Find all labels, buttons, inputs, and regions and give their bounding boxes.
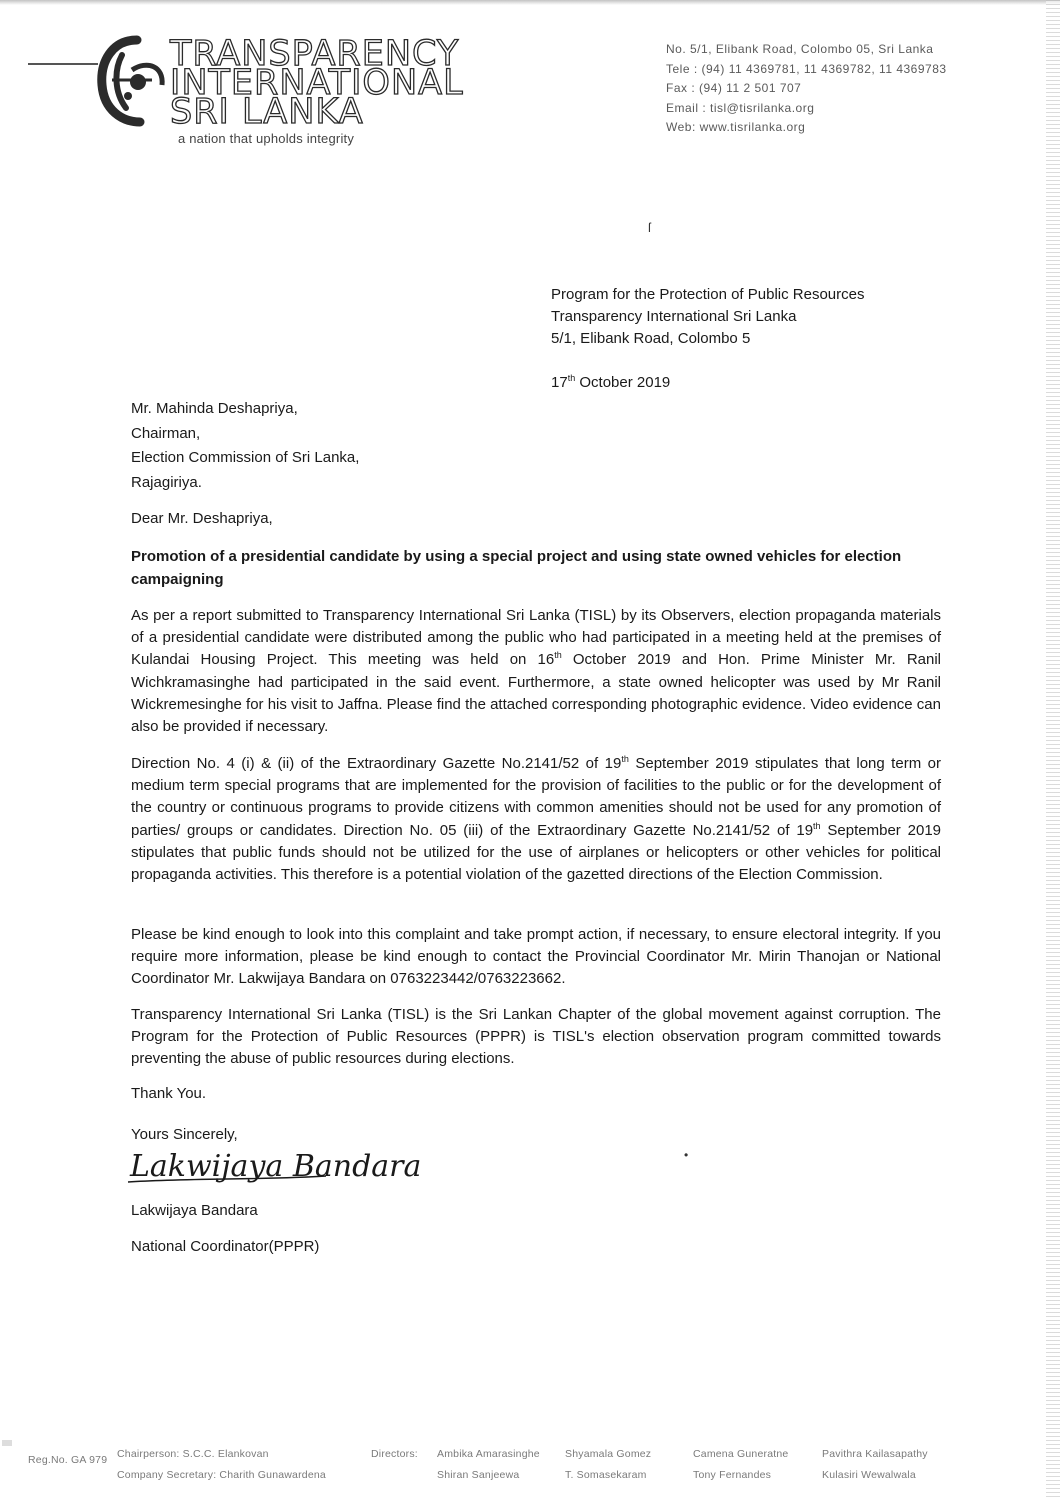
footer-director-6: T. Somasekaram: [565, 1469, 647, 1481]
handwritten-signature: [126, 1138, 456, 1190]
paragraph-2: [131, 753, 941, 886]
stray-dot: •: [684, 1148, 689, 1162]
signer-title: National Coordinator(PPPR): [131, 1238, 320, 1255]
footer-director-1: Ambika Amarasinghe: [437, 1448, 540, 1460]
logo-rule: [28, 63, 98, 65]
recipient-block: [131, 397, 359, 495]
paragraph-2-b: September 2019 stipulates that long term or medium term special programs that are implemented for the provision of facilities to the public or for the development of the country or continuous programs to provide citizens with common amenities should not be used for any promotion of parties/ groups or candidates. Direction No. 05 (iii) of the Extraordinary Gazette No.2141/52 of 19: [131, 755, 941, 839]
paragraph-1-b: October 2019 and Hon. Prime Minister Mr. Ranil Wichkramasinghe had participated in the said event. Furthermore, a state owned helicopter was used by Mr Ranil Wickremesinghe for his visit to Jaffna. Please find the attached corresponding photographic evidence. Video evidence can also be provided if necessary.: [131, 651, 941, 736]
footer-director-3: Camena Guneratne: [693, 1448, 789, 1460]
sender-line-1: Program for the Protection of Public Resources: [551, 286, 865, 303]
date-day: 17: [551, 374, 568, 391]
paragraph-1-sup: th: [554, 650, 562, 661]
closing-thanks: Thank You.: [131, 1085, 207, 1102]
paragraph-1-a: As per a report submitted to Transparency International Sri Lanka (TISL) by its Observers, election propaganda materials of a presidential candidate were distributed among the public who had participated in a meeting held at the premises of Kulandai Housing Project. This meeting was held on 16: [131, 607, 941, 669]
globe-logo-icon: [92, 30, 182, 130]
org-name-line-1: TRANSPARENCY: [170, 34, 460, 74]
paragraph-1: [131, 605, 941, 738]
sender-line-2: Transparency International Sri Lanka: [551, 308, 797, 325]
contact-address: No. 5/1, Elibank Road, Colombo 05, Sri Lanka: [666, 42, 934, 56]
footer-company-secretary: Company Secretary: Charith Gunawardena: [117, 1469, 326, 1481]
paragraph-4: Transparency International Sri Lanka (TISL) is the Sri Lankan Chapter of the global movement against corruption. The Program for the Protection of Public Resources (PPPR) is TISL's election observation program committed towards preventing the abuse of public resources during elections.: [131, 1006, 941, 1068]
contact-fax: Fax : (94) 11 2 501 707: [666, 81, 802, 95]
scan-edge-top: [0, 0, 1060, 5]
date-suffix: th: [567, 373, 576, 383]
scan-speck: [2, 1440, 12, 1446]
sender-line-3: 5/1, Elibank Road, Colombo 5: [551, 330, 751, 347]
footer-director-4: Pavithra Kailasapathy: [822, 1448, 928, 1460]
recipient-line-2: Chairman,: [131, 424, 201, 442]
tagline: a nation that upholds integrity: [178, 131, 355, 146]
subject-line: Promotion of a presidential candidate by using a special project and using state owned vehicles for election campaigning: [131, 548, 902, 588]
footer-reg-no: Reg.No. GA 979: [28, 1454, 108, 1466]
recipient-line-1: Mr. Mahinda Deshapriya,: [131, 400, 298, 417]
contact-web: Web: www.tisrilanka.org: [666, 120, 806, 134]
paragraph-2-a: Direction No. 4 (i) & (ii) of the Extraordinary Gazette No.2141/52 of 19: [131, 755, 622, 772]
footer-director-7: Tony Fernandes: [693, 1469, 772, 1481]
scan-edge-right: [1046, 0, 1060, 1497]
paragraph-2-sup-1: th: [621, 754, 629, 764]
footer-chairperson: Chairperson: S.C.C. Elankovan: [117, 1448, 269, 1460]
salutation: Dear Mr. Deshapriya,: [131, 510, 273, 527]
date-rest: October 2019: [575, 374, 671, 391]
recipient-line-3: Election Commission of Sri Lanka,: [131, 449, 360, 466]
org-name: [170, 34, 464, 132]
org-name-line-3: SRI LANKA: [170, 92, 364, 132]
signer-name: Lakwijaya Bandara: [131, 1202, 258, 1219]
contact-block: [666, 40, 947, 138]
contact-phone: Tele : (94) 11 4369781, 11 4369782, 11 4369783: [666, 61, 947, 76]
stray-mark: ſ: [648, 220, 651, 235]
footer-director-5: Shiran Sanjeewa: [437, 1469, 520, 1481]
signature-text: Lakwijaya Bandara: [130, 1149, 422, 1184]
footer-director-2: Shyamala Gomez: [565, 1448, 652, 1460]
footer-director-8: Kulasiri Wewalwala: [822, 1469, 916, 1481]
letter-date: [551, 373, 670, 391]
paragraph-3: Please be kind enough to look into this complaint and take prompt action, if necessary, to ensure electoral integrity. If you require more information, please be kind enough to contact the Provincial Coordinator Mr. Mirin Thanojan or National Coordinator Mr. Lakwijaya Bandara on 0763223442/0763223662.: [131, 926, 941, 988]
org-name-line-2: INTERNATIONAL: [170, 63, 464, 103]
paragraph-2-sup-2: th: [813, 820, 821, 831]
contact-email: Email : tisl@tisrilanka.org: [666, 100, 815, 115]
paragraph-2-c: September 2019 stipulates that public funds should not be utilized for the use of airplanes or helicopters or other vehicles for political propaganda activities. This therefore is a potential violation of the gazetted directions of the Election Commission.: [131, 821, 942, 884]
sender-block: [551, 284, 864, 350]
recipient-line-4: Rajagiriya.: [131, 473, 202, 491]
closing-regards: Yours Sincerely,: [131, 1126, 238, 1143]
footer-directors-label: Directors:: [371, 1448, 418, 1460]
